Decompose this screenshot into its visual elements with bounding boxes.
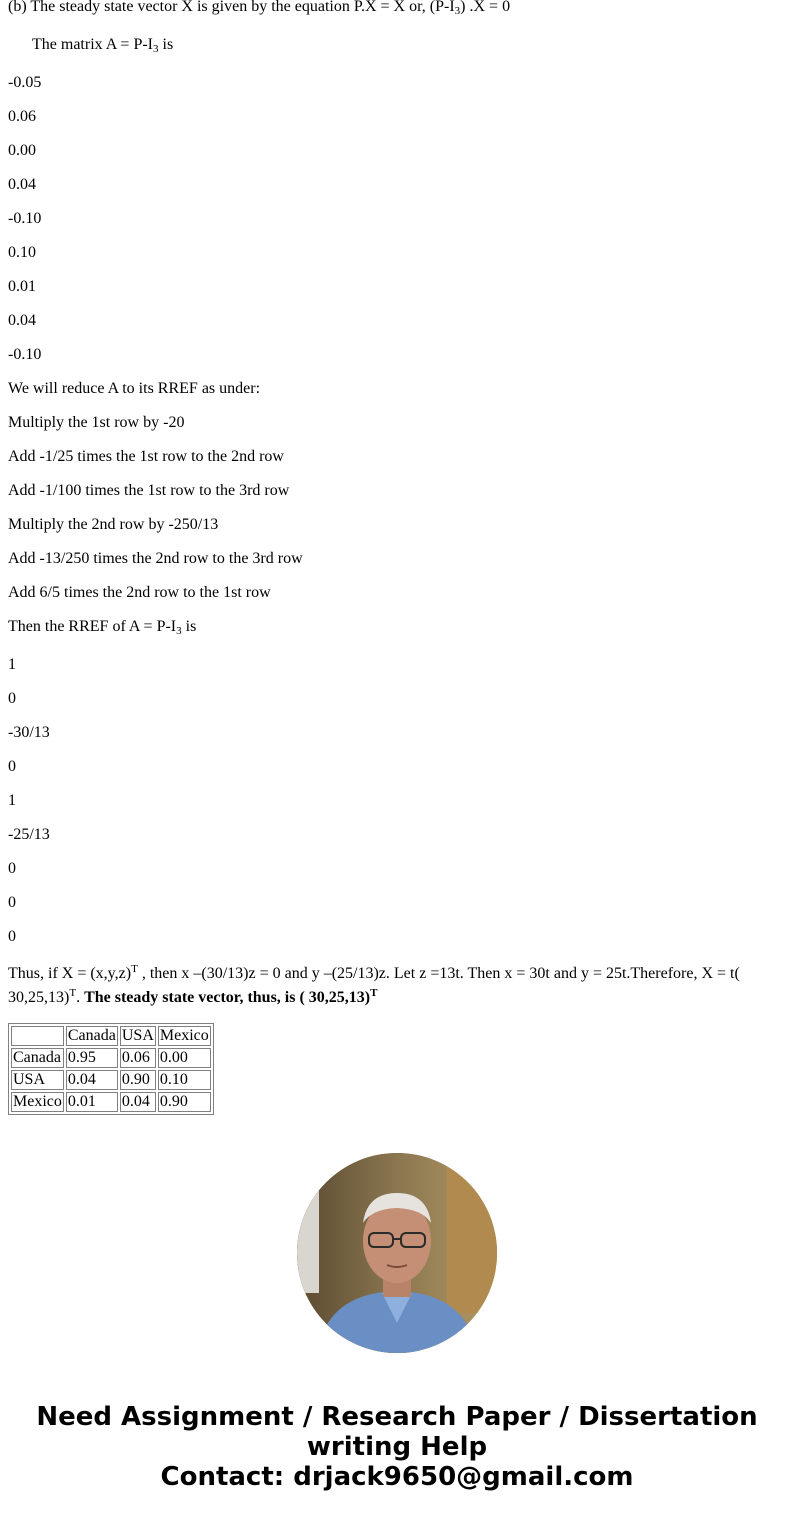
table-row-label: USA [11,1070,64,1090]
conclusion-paragraph: Thus, if $X = (x,y,z)^T$ , then x –(30/13)z = 0 and y –(25/13)z. Let z =13t. Then x = 30t and y = 25t.Therefore, X = t( 30,25,13)$^T$. The steady state vector, thus, is ( 30,25,13)$^T$ [8,963,740,1006]
table-header-cell: Canada [67,1027,116,1044]
matrix-a-entry: 0.04 [8,176,36,193]
rref-step: Add -1/25 times the 1st row to the 2nd row [8,448,284,465]
table-header-cell [11,1026,64,1046]
rref-step: Add -13/250 times the 2nd row to the 3rd row [8,550,303,567]
intro-line-1: (b) The steady state vector X is given by the equation P.X = X or, $(P-I_3) .X = 0$ [8,0,511,17]
matrix-a-entry: -0.05 [8,74,42,91]
table-cell: 0.06 [120,1048,156,1068]
matrix-a-entry: 0.06 [8,108,36,125]
matrix-a-entry: -0.10 [8,210,42,227]
matrix-rref-entry: 0 [8,894,16,911]
rref-step: Add -1/100 times the 1st row to the 3rd row [8,482,290,499]
rref-intro: Then the RREF of $A = P-I_3$ is [8,618,197,637]
matrix-rref-entry: 0 [8,860,16,877]
banner-line-1: Need Assignment / Research Paper / Dissertation [36,1402,758,1432]
rref-step: Multiply the 2nd row by -250/13 [8,516,219,533]
table-header-cell: Mexico [159,1027,209,1044]
table-header-cell: USA [121,1027,154,1044]
matrix-rref-entry: -25/13 [8,826,50,843]
matrix-rref-entry: 1 [8,792,16,809]
transition-matrix-table [8,1023,214,1115]
table-cell: 0.90 [120,1070,156,1090]
table-cell: 0.10 [158,1070,211,1090]
table-row-label: Canada [11,1048,64,1068]
matrix-a-entry: 0.10 [8,244,36,261]
matrix-rref-entry: 0 [8,690,16,707]
rref-step: We will reduce A to its RREF as under: [8,380,261,397]
table-cell: 0.04 [66,1070,118,1090]
table-cell: 0.04 [120,1092,156,1112]
table-cell: 0.95 [66,1048,118,1068]
matrix-rref-entry: -30/13 [8,724,50,741]
table-cell: 0.90 [158,1092,211,1112]
table-row [11,1092,211,1112]
author-photo [297,1153,497,1353]
intro-line-2: The matrix $A = P-I_3$ is [32,36,174,55]
matrix-a-entry: 0.00 [8,142,36,159]
matrix-rref-entry: 1 [8,656,16,673]
rref-step: Add 6/5 times the 2nd row to the 1st row [8,584,271,601]
rref-step: Multiply the 1st row by -20 [8,414,185,431]
table-row [11,1048,211,1068]
table-row [11,1070,211,1090]
matrix-a-entry: 0.01 [8,278,36,295]
table-cell: 0.00 [158,1048,211,1068]
table-row-label: Mexico [13,1093,62,1110]
contact-banner [0,1402,794,1492]
steady-state-result: The steady state vector, thus, is ( 30,25,13)$^T$ [84,987,378,1006]
matrix-a-entry: -0.10 [8,346,42,363]
banner-contact-line: Contact: drjack9650@gmail.com [160,1462,634,1492]
matrix-rref-entry: 0 [8,928,16,945]
author-photo-illustration [297,1153,497,1353]
banner-line-2: writing Help [306,1432,488,1462]
matrix-rref-entry: 0 [8,758,16,775]
table-header-row [11,1026,211,1046]
matrix-a-entry: 0.04 [8,312,36,329]
table-cell: 0.01 [66,1092,118,1112]
